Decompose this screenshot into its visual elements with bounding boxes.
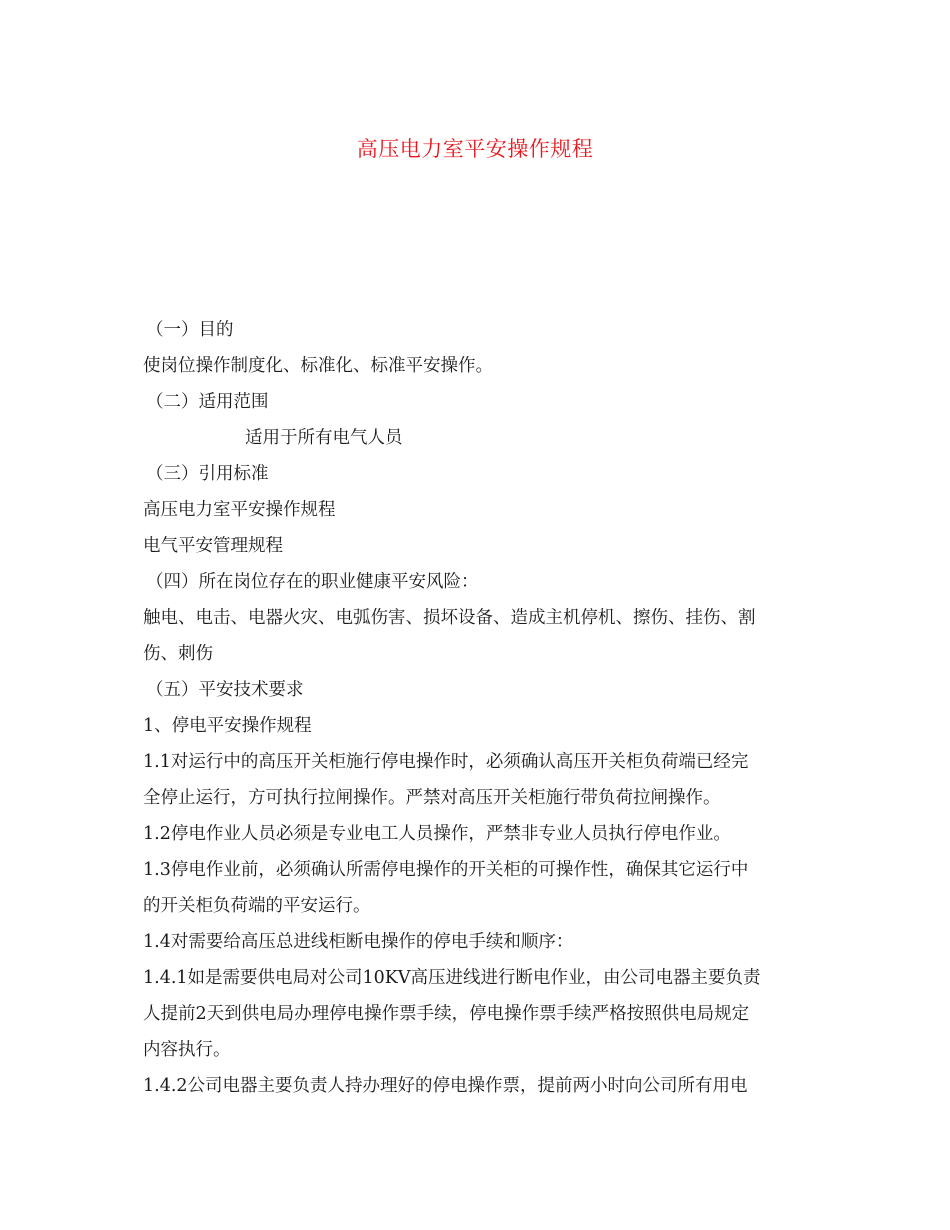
paragraph-line: 全停止运行，方可执行拉闸操作。严禁对高压开关柜施行带负荷拉闸操作。	[143, 788, 721, 808]
paragraph-line: 1.3停电作业前，必须确认所需停电操作的开关柜的可操作性，确保其它运行中	[143, 860, 749, 880]
document-body	[143, 312, 803, 1104]
paragraph-line: 高压电力室平安操作规程	[143, 500, 336, 520]
paragraph-line: 1.4.2公司电器主要负责人持办理好的停电操作票，提前两小时向公司所有用电	[143, 1076, 748, 1096]
paragraph-line: 1.2停电作业人员必须是专业电工人员操作，严禁非专业人员执行停电作业。	[143, 824, 731, 844]
paragraph-line: 内容执行。	[143, 1040, 231, 1060]
section-heading-references: （三）引用标准	[146, 464, 269, 484]
document-title: 高压电力室平安操作规程	[356, 137, 594, 161]
section-heading-requirements: （五）平安技术要求	[146, 680, 304, 700]
paragraph-line: 1.4.1如是需要供电局对公司10KV高压进线进行断电作业，由公司电器主要负责	[143, 968, 761, 988]
section-heading-risks: （四）所在岗位存在的职业健康平安风险：	[146, 572, 479, 592]
subsection-heading: 1、停电平安操作规程	[143, 716, 312, 736]
paragraph-line: 伤、刺伤	[143, 644, 213, 664]
paragraph-line: 人提前2天到供电局办理停电操作票手续，停电操作票手续严格按照供电局规定	[143, 1004, 750, 1024]
paragraph-line: 的开关柜负荷端的平安运行。	[143, 896, 371, 916]
paragraph-line: 1.4对需要给高压总进线柜断电操作的停电手续和顺序：	[143, 932, 574, 952]
section-heading-scope: （二）适用范围	[146, 392, 269, 412]
paragraph-line: 使岗位操作制度化、标准化、标准平安操作。	[143, 356, 493, 376]
section-heading-purpose: （一）目的	[146, 320, 234, 340]
paragraph-line: 触电、电击、电器火灾、电弧伤害、损坏设备、造成主机停机、擦伤、挂伤、割	[143, 608, 756, 628]
paragraph-line: 1.1对运行中的高压开关柜施行停电操作时，必须确认高压开关柜负荷端已经完	[143, 752, 749, 772]
paragraph-line: 电气平安管理规程	[143, 536, 283, 556]
paragraph-line: 适用于所有电气人员	[245, 428, 403, 448]
